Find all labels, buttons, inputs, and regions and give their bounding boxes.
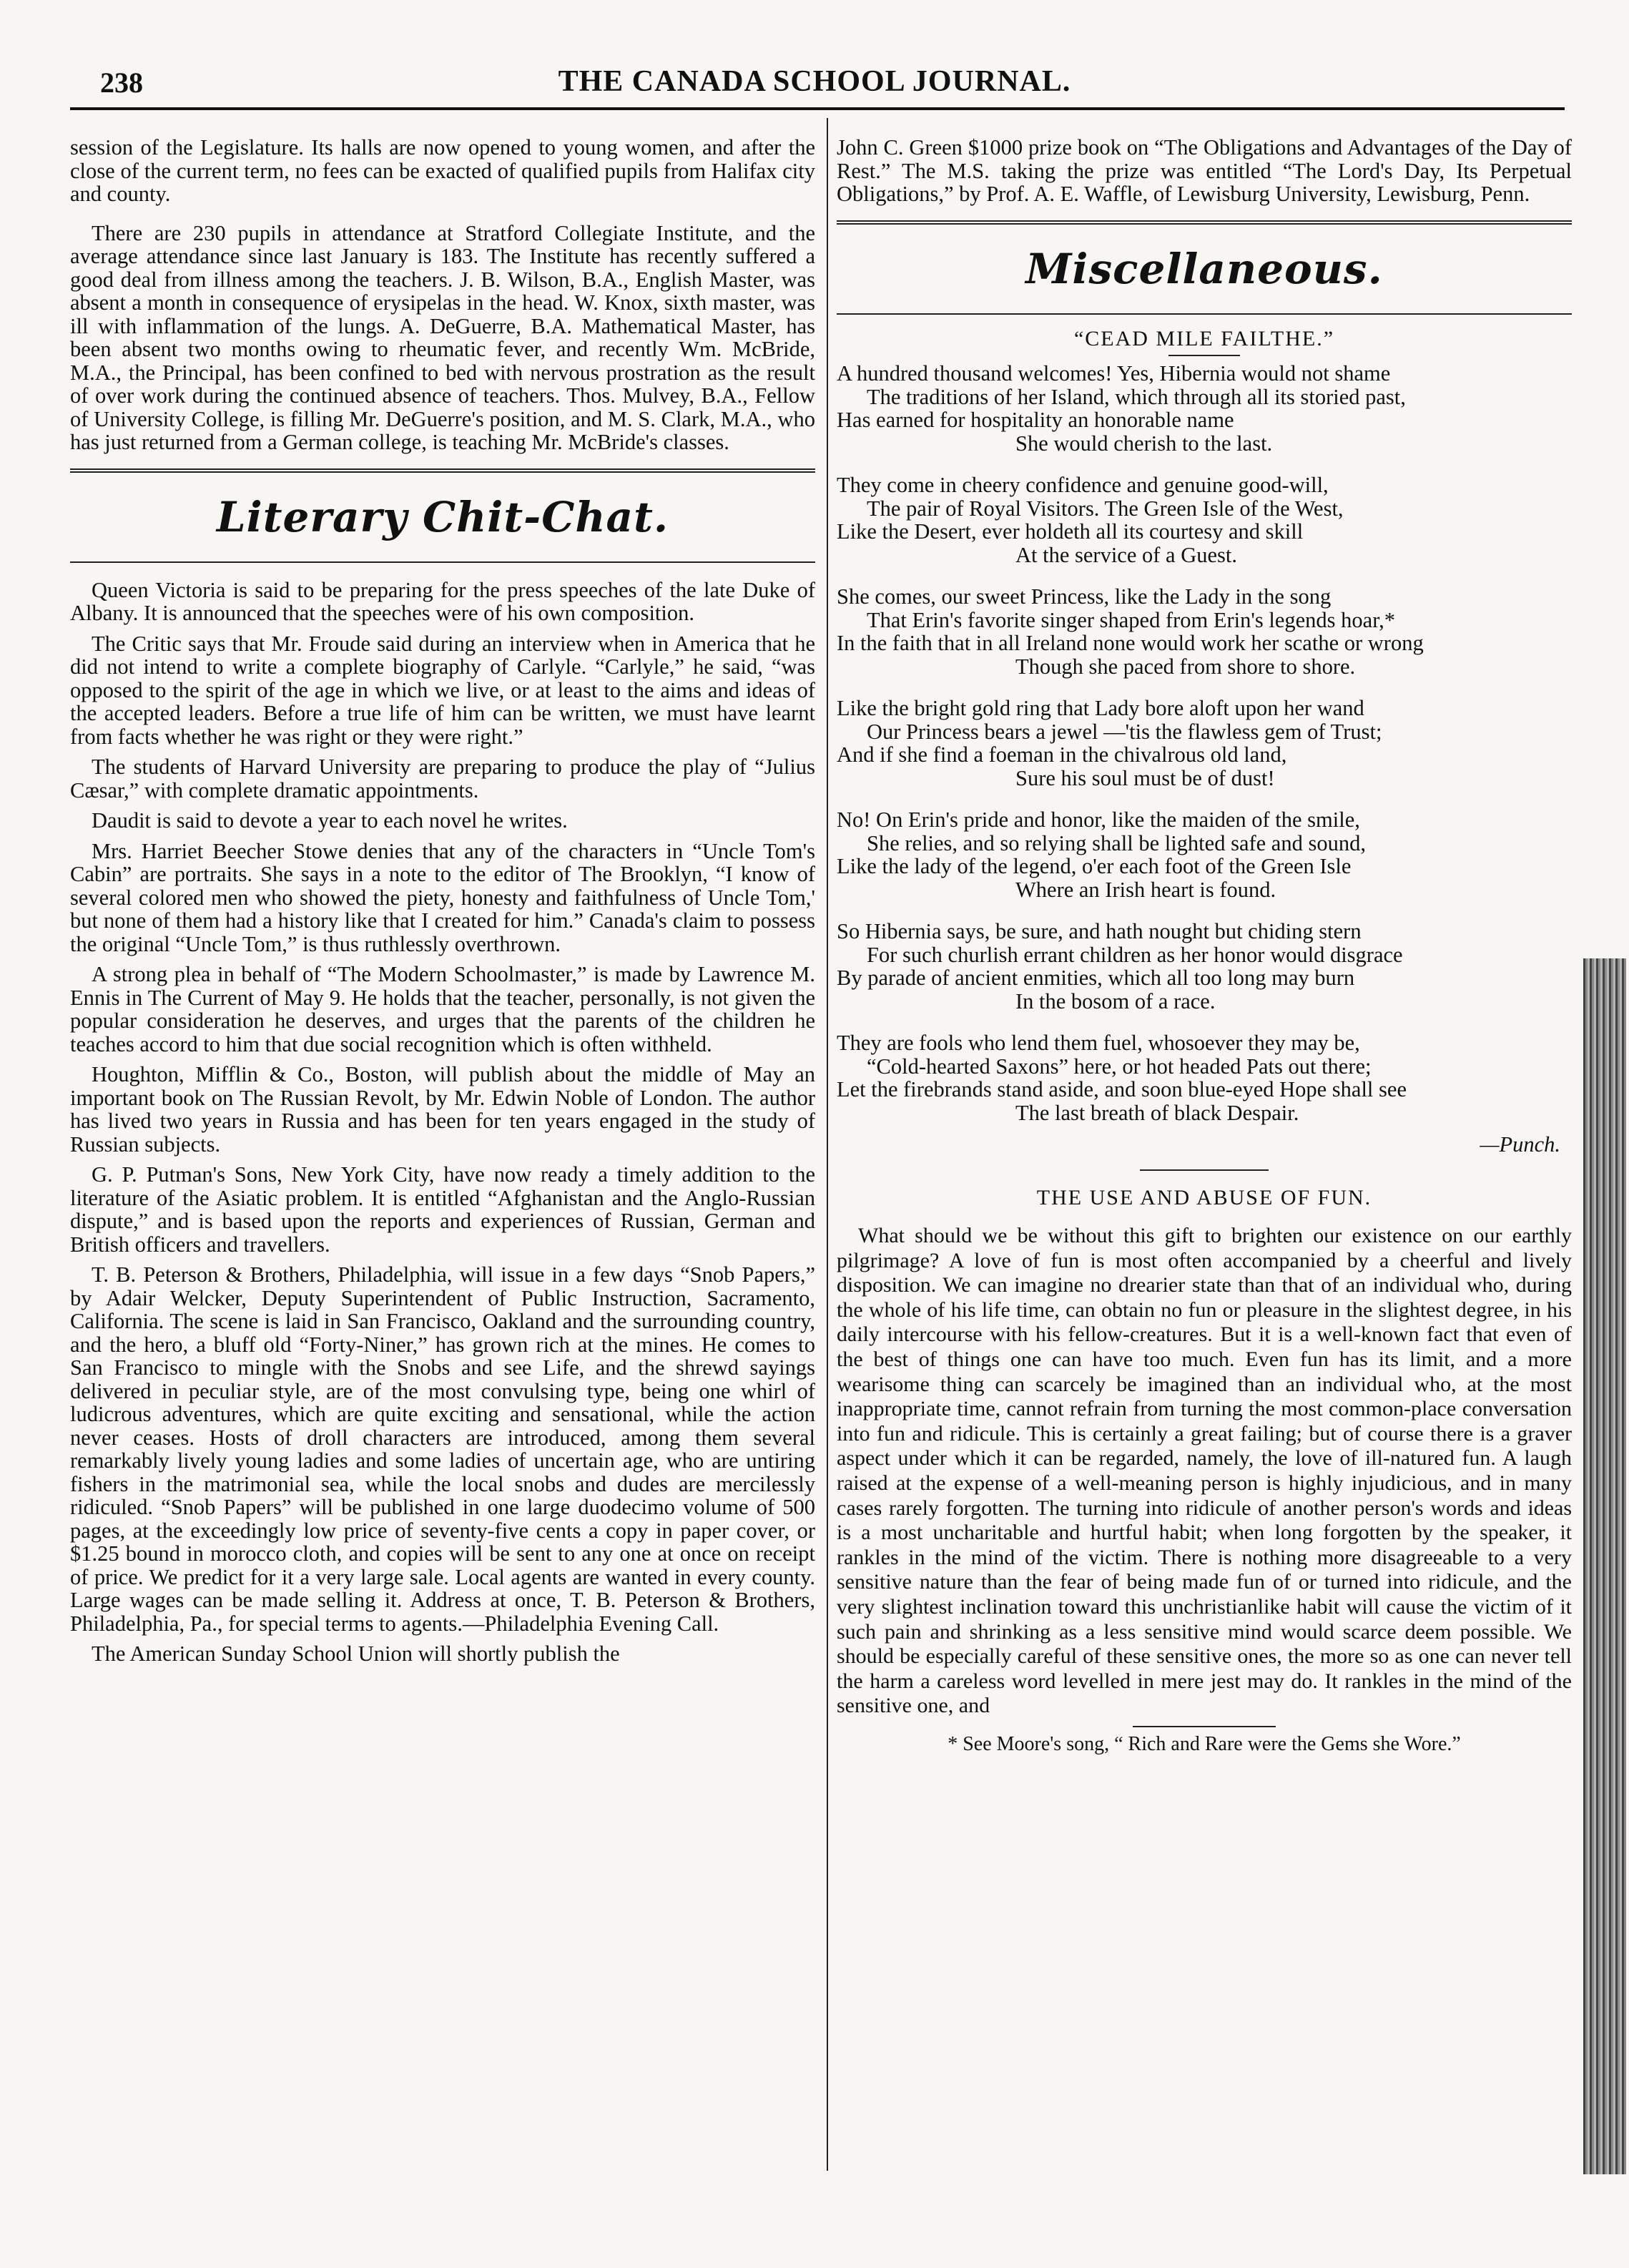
footnote-rule <box>1133 1726 1276 1727</box>
intro-paragraph: session of the Legislature. Its halls are now opened to young women, and after the close of the current term, no fees can be exacted of qualified pupils from Halifax city and county. <box>70 135 815 206</box>
poem-stanza <box>837 362 1572 455</box>
page-number: 238 <box>100 67 143 99</box>
poem-line: Like the bright gold ring that Lady bore aloft upon her wand <box>837 696 1364 720</box>
poem-line: Like the lady of the legend, o'er each foot of the Green Isle <box>837 854 1352 878</box>
continuation-paragraph: John C. Green $1000 prize book on “The Obligations and Advantages of the Day of Rest.” The M.S. taking the prize was entitled “The Lord's Day, Its Perpetual Obligations,” by Prof. A. E. Waffle, of Lewisburg University, Lewisburg, Penn. <box>837 135 1572 206</box>
section-rule <box>70 561 815 563</box>
poem-stanza <box>837 585 1572 678</box>
chit-chat-paragraph: The students of Harvard University are preparing to produce the play of “Julius Cæsar,” with complete dramatic appointments. <box>70 755 815 802</box>
column-divider <box>827 118 828 2171</box>
section-rule <box>70 468 815 473</box>
footnote: * See Moore's song, “ Rich and Rare were the Gems she Wore.” <box>948 1732 1461 1755</box>
article-body: What should we be without this gift to brighten our existence on our earthly pilgrimage? A love of fun is most often accompanied by a cheerful and lively disposition. We can imagine no drearier state than that of an individual who, during the whole of his life time, can obtain no fun or pleasure in the slightest degree, in his daily intercourse with his fellow-creatures. But it is a well-known fact that even of the best of things one can have too much. Even fun has its limit, and a more wearisome thing can scarcely be imagined than an individual who, at the most inappropriate time, cannot refrain from turning the most common-place conversation into fun and ridicule. This is certainly a great failing; but of course there is a graver aspect under which it can be regarded, namely, the love of ill-natured fun. A laugh raised at the expense of a well-meaning person is highly injudicious, and in many cases rarely forgotten. The turning into ridicule of another person's words and ideas is a most uncharitable and hurtful habit; when long forgotten by the speaker, it rankles in the mind of the victim. There is nothing more disagreeable to a very sensitive nature than the fear of being made fun of or turned into ridicule, and the very slightest inclination toward this unchristianlike habit will cause the victim of it such pain and shrinking as a less sensitive mind would scarce deem possible. We should be especially careful of these sensitive ones, the more so as one can never tell the harm a careless word levelled in mere jest may do. It rankles in the mind of the sensitive one, and <box>837 1224 1572 1718</box>
poem-line: At the service of a Guest. <box>1015 542 1237 567</box>
intro-paragraph: There are 230 pupils in attendance at Stratford Collegiate Institute, and the average attendance since last January is 183. The Institute has recently suffered a good deal from illness among the teachers. J. B. Wilson, B.A., English Master, was absent a month in consequence of erysipelas in the head. W. Knox, sixth master, was ill with inflammation of the lungs. A. DeGuerre, B.A. Mathematical Master, has been absent two months owing to rheumatic fever, and recently Wm. McBride, M.A., the Principal, has been confined to bed with nervous prostration as the result of over work during the continued absence of teachers. Thos. Mulvey, B.A., Fellow of University College, is filling Mr. DeGuerre's position, and M. S. Clark, M.A., who has just returned from a German college, is teaching Mr. McBride's classes. <box>70 220 815 454</box>
poem-line: She comes, our sweet Princess, like the Lady in the song <box>837 584 1332 609</box>
poem-line: In the bosom of a race. <box>1015 988 1216 1013</box>
poem-line: Though she paced from shore to shore. <box>1015 654 1356 679</box>
chit-chat-paragraph: Daudit is said to devote a year to each novel he writes. <box>92 808 568 833</box>
poem-line: Has earned for hospitality an honorable name <box>837 408 1234 432</box>
poem-stanza <box>837 697 1572 790</box>
poem-line: She would cherish to the last. <box>1015 431 1273 456</box>
poem-line: “Cold-hearted Saxons” here, or hot headed Pats out there; <box>867 1054 1372 1079</box>
poem-title: “CEAD MILE FAILTHE.” <box>1073 326 1335 350</box>
poem-title-rule <box>1168 355 1240 356</box>
chit-chat-paragraph: Houghton, Mifflin & Co., Boston, will publish about the middle of May an important book on The Russian Revolt, by Mr. Edwin Noble of London. The author has lived two years in Russia and has been for ten years engaged in the study of Russian subjects. <box>70 1062 815 1157</box>
page-fold-shadow <box>1583 958 1626 2174</box>
poem-line: The traditions of her Island, which through all its storied past, <box>867 384 1406 409</box>
poem-line: They come in cheery confidence and genuine good-will, <box>837 473 1329 497</box>
poem-line: That Erin's favorite singer shaped from Erin's legends hoar,* <box>867 607 1396 632</box>
poem-line: For such churlish errant children as her honor would disgrace <box>867 942 1403 967</box>
article-rule <box>1140 1169 1269 1171</box>
right-column <box>837 136 1572 1756</box>
poem-line: Let the firebrands stand aside, and soon blue-eyed Hope shall see <box>837 1077 1407 1101</box>
poem-line: Like the Desert, ever holdeth all its courtesy and skill <box>837 519 1304 544</box>
poem-stanza <box>837 1031 1572 1124</box>
poem-line: Our Princess bears a jewel —'tis the flawless gem of Trust; <box>867 719 1382 744</box>
poem-line: The pair of Royal Visitors. The Green Isle of the West, <box>867 496 1344 521</box>
poem-line: She relies, and so relying shall be lighted safe and sound, <box>867 830 1366 855</box>
poem-credit: —Punch. <box>1480 1132 1560 1157</box>
poem-line: So Hibernia says, be sure, and hath nought but chiding stern <box>837 919 1362 943</box>
chit-chat-paragraph: The American Sunday School Union will shortly publish the <box>92 1641 620 1666</box>
poem <box>837 362 1572 1124</box>
section-rule <box>837 313 1572 315</box>
chit-chat-paragraph: A strong plea in behalf of “The Modern Schoolmaster,” is made by Lawrence M. Ennis in The Current of May 9. He holds that the teacher, personally, is not given the popular consideration he deserves, and urges that the parents of the children he teaches accord to him that due social recognition which is often withheld. <box>70 962 815 1056</box>
poem-line: They are fools who lend them fuel, whosoever they may be, <box>837 1031 1360 1055</box>
running-title: THE CANADA SCHOOL JOURNAL. <box>558 65 1071 98</box>
chit-chat-paragraph: T. B. Peterson & Brothers, Philadelphia, will issue in a few days “Snob Papers,” by Adair Welcker, Deputy Superintendent of Public Instruction, Sacramento, California. The scene is laid in San Francisco, Oakland and the surrounding country, and the hero, a bluff old “Forty-Niner,” has grown rich at the mines. He comes to San Francisco to mingle with the Snobs and see Life, and the shrewd sayings delivered in peculiar style, are of the most convulsing type, being one whirl of ludicrous adventures, which are quite exciting and sensational, while the action never ceases. Hosts of droll characters are introduced, among them several remarkably lively young ladies and some ladies of uncertain age, who are untiring fishers in the matrimonial sea, while the local snobs and dudes are mercilessly ridiculed. “Snob Papers” will be published in one large duodecimo volume of 500 pages, at the exceedingly low price of seventy-five cents a copy in paper cover, or $1.25 bound in morocco cloth, and copies will be sent to any one at once on receipt of price. We predict for it a very large sale. Local agents are wanted in every county. Large wages can be made selling it. Address at once, T. B. Peterson & Brothers, Philadelphia, Pa., for special terms to agents.—Philadelphia Evening Call. <box>70 1262 815 1636</box>
left-column <box>70 136 815 1666</box>
poem-stanza <box>837 808 1572 901</box>
section-heading-miscellaneous: Miscellaneous. <box>1025 244 1383 293</box>
poem-line: The last breath of black Despair. <box>1015 1100 1299 1125</box>
poem-line: And if she find a foeman in the chivalrous old land, <box>837 742 1287 767</box>
poem-line: In the faith that in all Ireland none would work her scathe or wrong <box>837 631 1424 655</box>
poem-stanza <box>837 920 1572 1013</box>
poem-line: Sure his soul must be of dust! <box>1015 765 1275 790</box>
poem-line: By parade of ancient enmities, which all too long may burn <box>837 966 1355 990</box>
poem-line: No! On Erin's pride and honor, like the maiden of the smile, <box>837 807 1360 832</box>
chit-chat-paragraph: Queen Victoria is said to be preparing for the press speeches of the late Duke of Albany. It is announced that the speeches were of his own composition. <box>70 577 815 625</box>
chit-chat-paragraph: Mrs. Harriet Beecher Stowe denies that any of the characters in “Uncle Tom's Cabin” are portraits. She says in a note to the editor of The Brooklyn, “I know of several colored men who showed the piety, honesty and faithfulness of Uncle Tom,' but none of them had a history like that I created for him.” Canada's claim to possess the original “Uncle Tom,” is thus ruthlessly overthrown. <box>70 838 815 956</box>
chit-chat-paragraph: The Critic says that Mr. Froude said during an interview when in America that he did not intend to write a complete biography of Carlyle. “Carlyle,” he said, “was opposed to the spirit of the age in which we live, or at least to the aims and ideas of the accepted leaders. Before a true life of him can be written, we must have learnt from facts whether he was right or they were right.” <box>70 631 815 749</box>
article-title: THE USE AND ABUSE OF FUN. <box>1036 1185 1372 1209</box>
poem-line: Where an Irish heart is found. <box>1015 877 1276 902</box>
header-rule <box>70 107 1565 110</box>
section-heading-literary-chit-chat: Literary Chit-Chat. <box>216 492 669 541</box>
chit-chat-paragraph: G. P. Putman's Sons, New York City, have now ready a timely addition to the literature of the Asiatic problem. It is entitled “Afghanistan and the Anglo-Russian dispute,” and is based upon the reports and experiences of Russian, German and British officers and travellers. <box>70 1162 815 1257</box>
poem-line: A hundred thousand welcomes! Yes, Hibernia would not shame <box>837 361 1391 386</box>
poem-stanza <box>837 473 1572 566</box>
section-rule <box>837 220 1572 225</box>
